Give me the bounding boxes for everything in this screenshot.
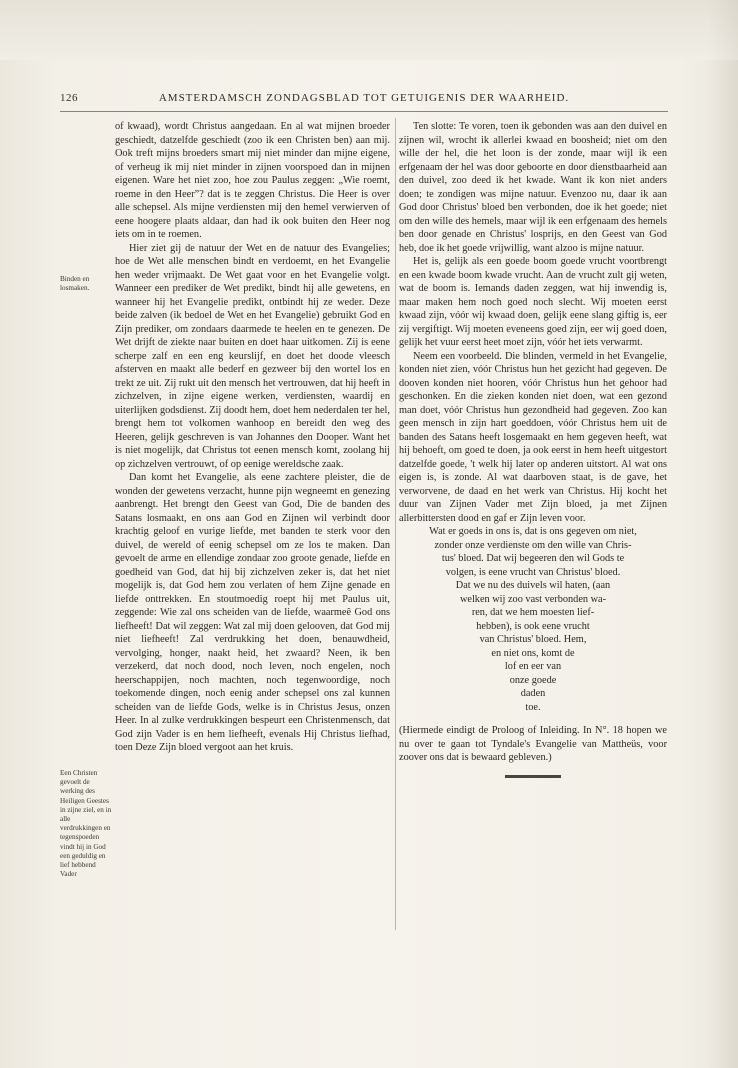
right-paragraph-2: Het is, gelijk als een goede boom goede vrucht voortbrengt en een kwade boom kwade vrucht. Aan de vrucht zult gij weten, wat de boom is. Iemands daden zeggen, wat hij inwendig is, maar maken hem noch goed noch slecht. Wij moeten eerst kwaad zijn, vóór wij kwaad doen, gelijk eene slang giftig is, eer zij vergiftigt. Wij moeten eveneens goed zijn, eer wij goed doen, gelijk het vuur eerst heet moet zijn, vóór het iets verwarmt. [399, 256, 667, 348]
header-rule [60, 111, 668, 112]
running-header [60, 92, 668, 108]
margin-note-binden: Binden en losmaken. [60, 275, 90, 293]
left-paragraph-1: of kwaad), wordt Christus aangedaan. En al wat mijnen broeder geschiedt, datzelfde geschiedt (zoo ik een Christen ben) aan mij. Ook treft mijns broeders smart mij niet minder dan mijne eigene, of verheug ik mij niet minder in zijnen voorspoed dan in mijnen eigenen. Ware het niet zoo, hoe zou Paulus zeggen: „Wie roemt, roeme in den Heer”? dat is te zeggen Christus. Die Heer is over alle schepsel. Als mijne verdiensten mij den hemel verwierven of eene hoogere plaats aldaar, dan had ik ook buiten den Heer nog iets om in te roemen. [115, 121, 390, 240]
left-paragraph-3: Dan komt het Evangelie, als eene zachtere pleister, die de wonden der gewetens verzacht, hunne pijn wegneemt en genezing aanbrengt. Het brengt den Geest van God, Die de banden des Satans losmaakt, en ons aan God en Zijnen wil verbindt door krachtig geloof en vurige liefde, met banden te sterk voor den duivel, de wereld of eenig schepsel om ze los te maken. Dan gevoelt de arme en ellendige zondaar zoo groote genade, liefde en goedheid van God, dat hij bij zichzelven zeker is, dat het niet mogelijk is, dat God hem zou verlaten of hem Zijne genade en liefde onttrekken. En stoutmoedig roept hij met Paulus uit, zeggende: Wie zal ons scheiden van de liefde, waarmeê God ons liefheeft! Dat wil zeggen: Wat zal mij doen gelooven, dat God mij niet liefheeft! Zal verdrukking het doen, benauwdheid, vervolging, honger, naakt heid, het zwaard? Neen, ik ben verzekerd, dat noch dood, noch leven, noch engelen, noch heerschappijen, noch machten, noch tegenwoordige, noch toekomende dingen, noch eenig ander schepsel ons zal kunnen scheiden van de liefde Gods, welke is in Christus Jesus, onzen Heer. In al zulke verdrukkingen bespeurt een Christenmensch, dat God zijn Vader is en hem liefheeft, evenals Hij Christus liefhad, toen Deze Zijn bloed vergoot aan het kruis. [115, 472, 390, 753]
running-title: AMSTERDAMSCH ZONDAGSBLAD TOT GETUIGENIS DER WAARHEID. [158, 92, 570, 104]
tapered-line: hebben), is ook eene vrucht [476, 620, 590, 632]
tapered-line: ren, dat we hem moesten lief- [471, 607, 595, 618]
tapered-line: welken wij zoo vast verbonden wa- [459, 593, 607, 605]
tapered-line: Dat we nu des duivels wil haten, (aan [455, 580, 611, 591]
tapered-line: toe. [525, 701, 541, 713]
tapered-line: tus' bloed. Dat wij begeeren den wil Gods te [441, 553, 625, 564]
page-edge-shadow [708, 0, 738, 1068]
left-paragraph-2: Hier ziet gij de natuur der Wet en de natuur des Evangelies; hoe de Wet alle menschen bindt en verdoemt, en het Evangelie hen weder vrijmaakt. De Wet gaat voor en het Evangelie volgt. Wanneer een prediker de Wet predikt, bindt hij alle gewetens, en wanneer hij het Evangelie predikt, ontbindt hij ze weder. Deze beide zalven (ik bedoel de Wet en het Evangelie) gebruikt God en Zijn prediker, om zondaars daarmede te heelen en te genezen. De Wet drijft de ziekte naar buiten en doet haar uitkomen. Zij is eene scherpe zalf en een eng keurslijf, en doet het doode vleesch afsterven en maakt alle bederf en gezweer bij den wortel los en trekt ze uit. Zij rukt uit den mensch het vertrouwen, dat hij heeft in zichzelven, in zijne eigene werken, verdiensten, waardij en uiterlijken godsdienst. Zij doodt hem, doet hem nederdalen ter hel, brengt hem tot volkomen wanhoop en bereidt den weg des Heeren, gelijk geschreven is van Johannes den Dooper. Want het is niet mogelijk, dat Christus tot eenen mensch komt, zoolang hij op zichzelven vertrouwt, of op eenige wereldsche zaak. [115, 242, 390, 470]
tapered-line: zonder onze verdienste om den wille van Chris- [434, 539, 632, 551]
margin-note-christen: Een Christen gevoelt de werking des Heiligen Geestes in zijne ziel, en in alle verdrukkingen en tegenspoeden vindt hij in God een geduldig en lief hebbend Vader [60, 769, 112, 879]
closing-note: (Hiermede eindigt de Proloog of Inleiding. In N°. 18 hopen we nu over te gaan tot Tyndale's Evangelie van Mattheüs, voor zoover ons dat is bewaard gebleven.) [399, 725, 667, 763]
tapered-paragraph [399, 525, 667, 714]
left-column [115, 120, 390, 755]
right-paragraph-1: Ten slotte: Te voren, toen ik gebonden was aan den duivel en zijnen wil, wrocht ik allerlei kwaad en boosheid; niet om den wille der hel, die het loon is der zonde, maar wijl ik een erfgenaam der hel was door geboorte en door dienstbaarheid aan den duivel, zoo deed ik het kwade. Want ik kon niet anders doen; te zondigen was mijne natuur. Evenzoo nu, daar ik aan God door Christus' bloed ben verbonden, doe ik het goede; niet om den wille des hemels, maar wijl ik een erfgenaam des hemels ben door genade en Christus' losprijs, en den Geest van God heb, doe ik het goede vrijwillig, want alzoo is mijne natuur. [399, 121, 667, 254]
end-ornament-rule [505, 775, 561, 778]
tapered-line: volgen, is eene vrucht van Christus' bloed. [445, 566, 621, 578]
page-number: 126 [60, 92, 78, 104]
tapered-line: lof en eer van [504, 661, 562, 672]
tapered-line: daden [520, 688, 546, 699]
right-column [399, 120, 667, 778]
tapered-line: van Christus' bloed. Hem, [479, 634, 587, 645]
tapered-line: en niet ons, komt de [491, 647, 575, 659]
right-paragraph-3: Neem een voorbeeld. Die blinden, vermeld in het Evangelie, konden niet zien, vóór Christus hun het gezicht had gegeven. De dooven konden niet hooren, vóór Christus hun het gehoor had geschonken. En die zieken konden niet doen, wat een gezond man doet, vóór Christus hun gezondheid had gegeven. Zoo kan geen mensch in zijn hart goeddoen, vóór Christus hem uit de banden des Satans heeft losgemaakt en hem gegeven heeft, wat hij behoeft, om goed te doen, ja ook eerst in hem heeft uitgestort datzelfde goede, 't welk hij later op anderen uitstort. Al wat ons eigen is, is zonde. Al wat daarboven staat, is de gave, het verworvene, de daad en het werk van Christus. Hij kocht het duur van Zijnen Vader met Zijn bloed, ja met Zijnen allerbittersten dood en gaf er Zijn leven voor. [399, 350, 667, 524]
tapered-line: Wat er goeds in ons is, dat is ons gegeven om niet, [429, 526, 637, 537]
page-top-band [0, 0, 738, 60]
tapered-line: onze goede [509, 674, 557, 686]
column-divider [395, 118, 396, 930]
